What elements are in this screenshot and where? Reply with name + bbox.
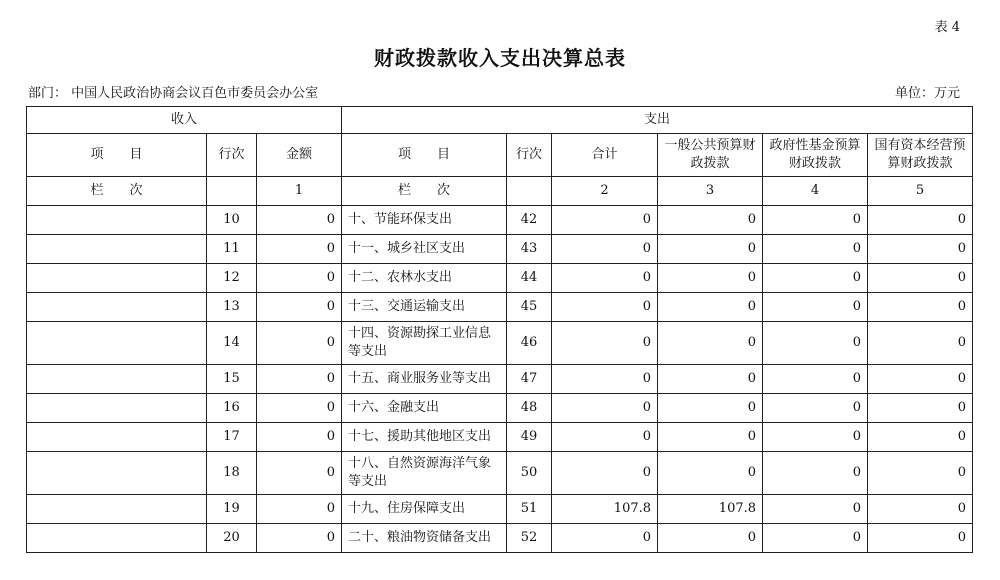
income-item-cell <box>27 394 207 423</box>
table-row <box>27 264 973 293</box>
empty-cell <box>207 177 257 206</box>
state-capital-cell: 0 <box>868 452 973 495</box>
expenditure-item-cell: 十七、援助其他地区支出 <box>342 423 507 452</box>
income-amount-cell: 0 <box>257 365 342 394</box>
gov-fund-cell: 0 <box>763 423 868 452</box>
expenditure-line-cell: 51 <box>507 495 552 524</box>
income-item-cell <box>27 264 207 293</box>
state-capital-cell: 0 <box>868 423 973 452</box>
income-amount-cell: 0 <box>257 495 342 524</box>
table-row <box>27 394 973 423</box>
income-amount-cell: 0 <box>257 322 342 365</box>
expenditure-line-cell: 45 <box>507 293 552 322</box>
expenditure-item-cell: 十二、农林水支出 <box>342 264 507 293</box>
income-item-cell <box>27 423 207 452</box>
expenditure-line-cell: 50 <box>507 452 552 495</box>
expenditure-line-cell: 46 <box>507 322 552 365</box>
income-item-header: 项 目 <box>27 134 207 177</box>
expenditure-item-cell: 二十、粮油物资储备支出 <box>342 524 507 553</box>
state-capital-cell: 0 <box>868 365 973 394</box>
income-item-cell <box>27 495 207 524</box>
income-amount-cell: 0 <box>257 264 342 293</box>
expenditure-line-cell: 47 <box>507 365 552 394</box>
income-item-cell <box>27 322 207 365</box>
total-cell: 0 <box>552 264 658 293</box>
income-column-no-label: 栏 次 <box>27 177 207 206</box>
income-item-cell <box>27 452 207 495</box>
income-line-cell: 16 <box>207 394 257 423</box>
expenditure-item-cell: 十、节能环保支出 <box>342 206 507 235</box>
general-budget-cell: 0 <box>658 322 763 365</box>
income-line-cell: 13 <box>207 293 257 322</box>
expenditure-line-header: 行次 <box>507 134 552 177</box>
income-item-cell <box>27 524 207 553</box>
income-line-cell: 18 <box>207 452 257 495</box>
gov-fund-cell: 0 <box>763 452 868 495</box>
income-item-cell <box>27 293 207 322</box>
expenditure-item-header: 项 目 <box>342 134 507 177</box>
total-cell: 0 <box>552 322 658 365</box>
table-row <box>27 206 973 235</box>
total-header: 合计 <box>552 134 658 177</box>
general-budget-cell: 0 <box>658 235 763 264</box>
total-cell: 0 <box>552 365 658 394</box>
state-capital-cell: 0 <box>868 322 973 365</box>
state-capital-cell: 0 <box>868 206 973 235</box>
general-budget-cell: 107.8 <box>658 495 763 524</box>
income-amount-cell: 0 <box>257 423 342 452</box>
gov-fund-cell: 0 <box>763 264 868 293</box>
gov-fund-cell: 0 <box>763 235 868 264</box>
gov-fund-cell: 0 <box>763 206 868 235</box>
table-row <box>27 495 973 524</box>
page-title: 财政拨款收入支出决算总表 <box>374 46 626 70</box>
income-line-cell: 14 <box>207 322 257 365</box>
total-cell: 0 <box>552 394 658 423</box>
general-budget-cell: 0 <box>658 394 763 423</box>
expenditure-header: 支出 <box>342 107 973 134</box>
gov-fund-header: 政府性基金预算财政拨款 <box>763 134 868 177</box>
state-capital-cell: 0 <box>868 293 973 322</box>
general-budget-cell: 0 <box>658 264 763 293</box>
expenditure-column-no-label: 栏 次 <box>342 177 507 206</box>
state-capital-cell: 0 <box>868 495 973 524</box>
table-row <box>27 452 973 495</box>
income-line-cell: 19 <box>207 495 257 524</box>
income-line-cell: 11 <box>207 235 257 264</box>
income-line-cell: 17 <box>207 423 257 452</box>
expenditure-item-cell: 十六、金融支出 <box>342 394 507 423</box>
expenditure-item-cell: 十三、交通运输支出 <box>342 293 507 322</box>
gov-fund-cell: 0 <box>763 365 868 394</box>
total-cell: 0 <box>552 293 658 322</box>
expenditure-line-cell: 48 <box>507 394 552 423</box>
expenditure-item-cell: 十四、资源勘探工业信息等支出 <box>342 322 507 365</box>
income-amount-cell: 0 <box>257 452 342 495</box>
income-amount-cell: 0 <box>257 524 342 553</box>
expenditure-item-cell: 十八、自然资源海洋气象等支出 <box>342 452 507 495</box>
col4-number: 4 <box>763 177 868 206</box>
general-budget-cell: 0 <box>658 206 763 235</box>
income-amount-header: 金额 <box>257 134 342 177</box>
expenditure-line-cell: 44 <box>507 264 552 293</box>
table-row <box>27 524 973 553</box>
income-amount-cell: 0 <box>257 206 342 235</box>
income-line-cell: 10 <box>207 206 257 235</box>
income-amount-cell: 0 <box>257 235 342 264</box>
income-line-cell: 20 <box>207 524 257 553</box>
total-cell: 0 <box>552 423 658 452</box>
total-cell: 107.8 <box>552 495 658 524</box>
gov-fund-cell: 0 <box>763 495 868 524</box>
column-number-row <box>27 177 973 206</box>
table-number: 表 4 <box>934 20 960 35</box>
expenditure-item-cell: 十一、城乡社区支出 <box>342 235 507 264</box>
col3-number: 3 <box>658 177 763 206</box>
table-row <box>27 235 973 264</box>
total-cell: 0 <box>552 206 658 235</box>
header-row-columns <box>27 134 973 177</box>
table-row <box>27 293 973 322</box>
gov-fund-cell: 0 <box>763 293 868 322</box>
expenditure-line-cell: 42 <box>507 206 552 235</box>
expenditure-line-cell: 43 <box>507 235 552 264</box>
income-amount-cell: 0 <box>257 293 342 322</box>
income-header: 收入 <box>27 107 342 134</box>
total-cell: 0 <box>552 452 658 495</box>
empty-cell <box>507 177 552 206</box>
col1-number: 1 <box>257 177 342 206</box>
department-label: 部门： 中国人民政治协商会议百色市委员会办公室 <box>28 86 319 101</box>
state-capital-cell: 0 <box>868 394 973 423</box>
total-cell: 0 <box>552 235 658 264</box>
income-line-cell: 15 <box>207 365 257 394</box>
unit-label: 单位：万元 <box>894 86 960 101</box>
income-amount-cell: 0 <box>257 394 342 423</box>
general-budget-cell: 0 <box>658 365 763 394</box>
expenditure-line-cell: 49 <box>507 423 552 452</box>
col2-number: 2 <box>552 177 658 206</box>
expenditure-item-cell: 十五、商业服务业等支出 <box>342 365 507 394</box>
gov-fund-cell: 0 <box>763 394 868 423</box>
table-row <box>27 365 973 394</box>
general-budget-cell: 0 <box>658 293 763 322</box>
state-capital-cell: 0 <box>868 235 973 264</box>
total-cell: 0 <box>552 524 658 553</box>
income-item-cell <box>27 235 207 264</box>
income-line-cell: 12 <box>207 264 257 293</box>
table-row <box>27 322 973 365</box>
income-item-cell <box>27 365 207 394</box>
general-budget-header: 一般公共预算财政拨款 <box>658 134 763 177</box>
gov-fund-cell: 0 <box>763 322 868 365</box>
expenditure-line-cell: 52 <box>507 524 552 553</box>
general-budget-cell: 0 <box>658 423 763 452</box>
income-item-cell <box>27 206 207 235</box>
budget-table <box>26 106 973 553</box>
gov-fund-cell: 0 <box>763 524 868 553</box>
general-budget-cell: 0 <box>658 524 763 553</box>
state-capital-header: 国有资本经营预算财政拨款 <box>868 134 973 177</box>
state-capital-cell: 0 <box>868 264 973 293</box>
expenditure-item-cell: 十九、住房保障支出 <box>342 495 507 524</box>
table-row <box>27 423 973 452</box>
income-line-header: 行次 <box>207 134 257 177</box>
general-budget-cell: 0 <box>658 452 763 495</box>
state-capital-cell: 0 <box>868 524 973 553</box>
col5-number: 5 <box>868 177 973 206</box>
header-row-groups <box>27 107 973 134</box>
